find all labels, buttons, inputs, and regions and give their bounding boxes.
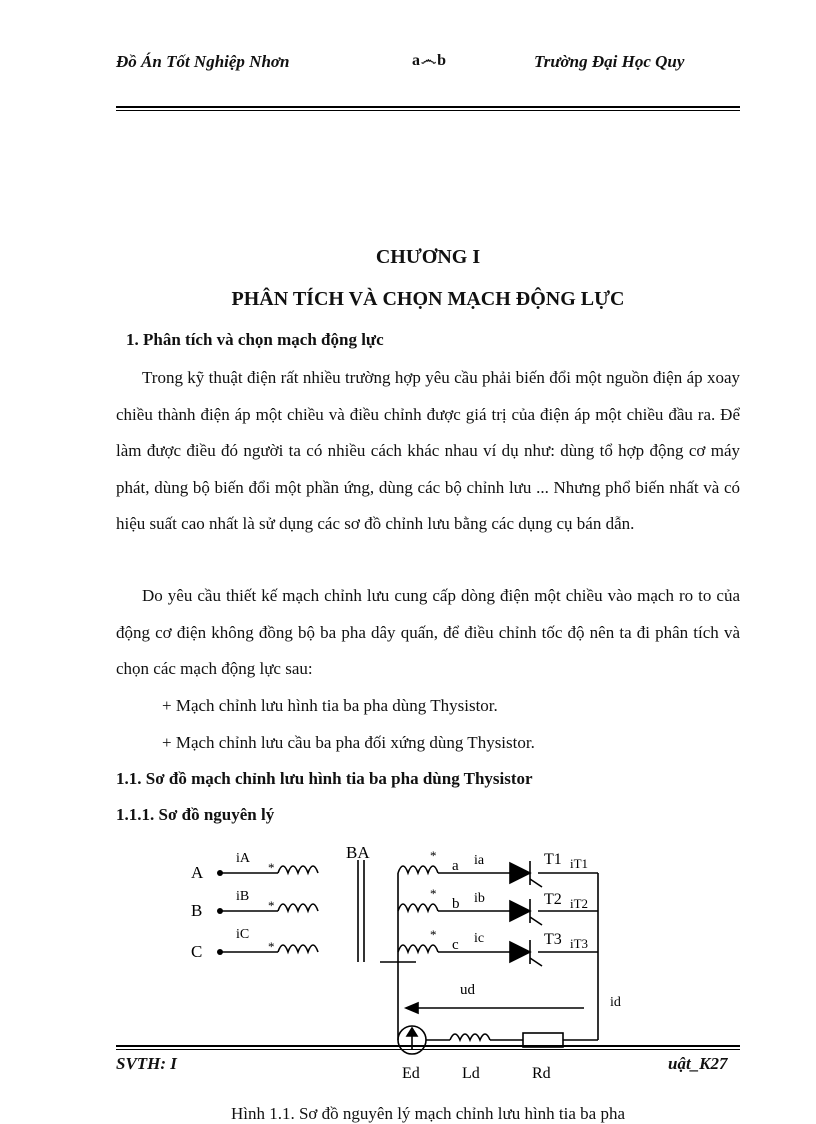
footer-rule-top: [116, 1045, 740, 1047]
svg-text:*: *: [430, 886, 437, 901]
paragraph-1: Trong kỹ thuật điện rất nhiều trường hợp yêu cầu phải biến đổi một nguồn điện áp xoay chiều thành điện áp một chiều và điều chỉnh được giá trị của điện áp một chiều đầu ra. Để làm được điều đó người ta có nhiều cách khác nhau ví dụ như: dùng tổ hợp động cơ máy phát, dùng bộ biến đổi một phần ứng, dùng các bộ chỉnh lưu ... Nhưng phổ biến nhất và có hiệu suất cao nhất là sử dụng các sơ đồ chỉnh lưu bằng các dụng cụ bán dẫn.: [116, 368, 740, 533]
circuit-diagram: [180, 838, 640, 1088]
svg-text:*: *: [268, 860, 275, 875]
thyristor-current-2: iT2: [570, 896, 589, 911]
chapter-number: CHƯƠNG I: [375, 246, 481, 268]
thyristor-label-1: T1: [544, 851, 562, 868]
footer-left: SVTH: I: [116, 1054, 177, 1073]
header-right-title: Trường Đại Học Quy: [534, 52, 685, 71]
source-label: Ed: [402, 1065, 420, 1082]
header-rule-bottom: [116, 110, 740, 111]
subsection-heading: 1.1. Sơ đồ mạch chỉnh lưu hình tia ba pha dùng Thysistor: [116, 769, 533, 788]
thyristor-current-3: iT3: [570, 936, 589, 951]
svg-text:*: *: [430, 927, 437, 942]
svg-text:*: *: [268, 939, 275, 954]
transformer-label: BA: [346, 843, 370, 862]
voltage-label: ud: [460, 982, 475, 998]
header-rule-top: [116, 106, 740, 108]
phase-label-a: A: [191, 863, 204, 882]
phase-label-b: B: [191, 901, 203, 920]
thyristor-current-1: iT1: [570, 856, 589, 871]
header-left-title: Đồ Án Tốt Nghiệp Nhơn: [116, 52, 290, 71]
primary-current-b: iB: [236, 889, 250, 904]
secondary-label-a: a: [452, 858, 459, 874]
bullet-item-1: + Mạch chỉnh lưu hình tia ba pha dùng Thysistor.: [162, 696, 498, 715]
secondary-current-c: ic: [474, 931, 485, 946]
secondary-current-a: ia: [474, 853, 485, 868]
footer-rule-bottom: [116, 1049, 740, 1050]
svg-text:*: *: [430, 848, 437, 863]
header-logo: a෴b: [412, 52, 448, 69]
figure-caption: Hình 1.1. Sơ đồ nguyên lý mạch chỉnh lưu hình tia ba pha: [230, 1104, 626, 1123]
primary-current-c: iC: [236, 927, 250, 942]
load-current-label: id: [610, 995, 621, 1010]
primary-current-a: iA: [236, 851, 250, 866]
bullet-item-2: + Mạch chỉnh lưu cầu ba pha đối xứng dùng Thysistor.: [162, 733, 535, 752]
phase-label-c: C: [191, 942, 203, 961]
secondary-label-b: b: [452, 896, 460, 912]
thyristor-label-3: T3: [544, 931, 562, 948]
thyristor-label-2: T2: [544, 891, 562, 908]
footer-right: uật_K27: [668, 1054, 728, 1073]
subsubsection-heading: 1.1.1. Sơ đồ nguyên lý: [116, 805, 275, 824]
svg-text:*: *: [268, 898, 275, 913]
paragraph-2: Do yêu cầu thiết kế mạch chỉnh lưu cung cấp dòng điện một chiều vào mạch ro to của động cơ điện không đồng bộ ba pha dây quấn, để điều chỉnh tốc độ nên ta đi phân tích và chọn các mạch động lực sau:: [116, 586, 740, 678]
secondary-label-c: c: [452, 937, 459, 953]
section-heading: 1. Phân tích và chọn mạch động lực: [126, 330, 384, 349]
resistor-label: Rd: [532, 1065, 551, 1082]
secondary-current-b: ib: [474, 891, 485, 906]
inductor-label: Ld: [462, 1065, 480, 1082]
chapter-title: PHÂN TÍCH VÀ CHỌN MẠCH ĐỘNG LỰC: [231, 288, 625, 310]
